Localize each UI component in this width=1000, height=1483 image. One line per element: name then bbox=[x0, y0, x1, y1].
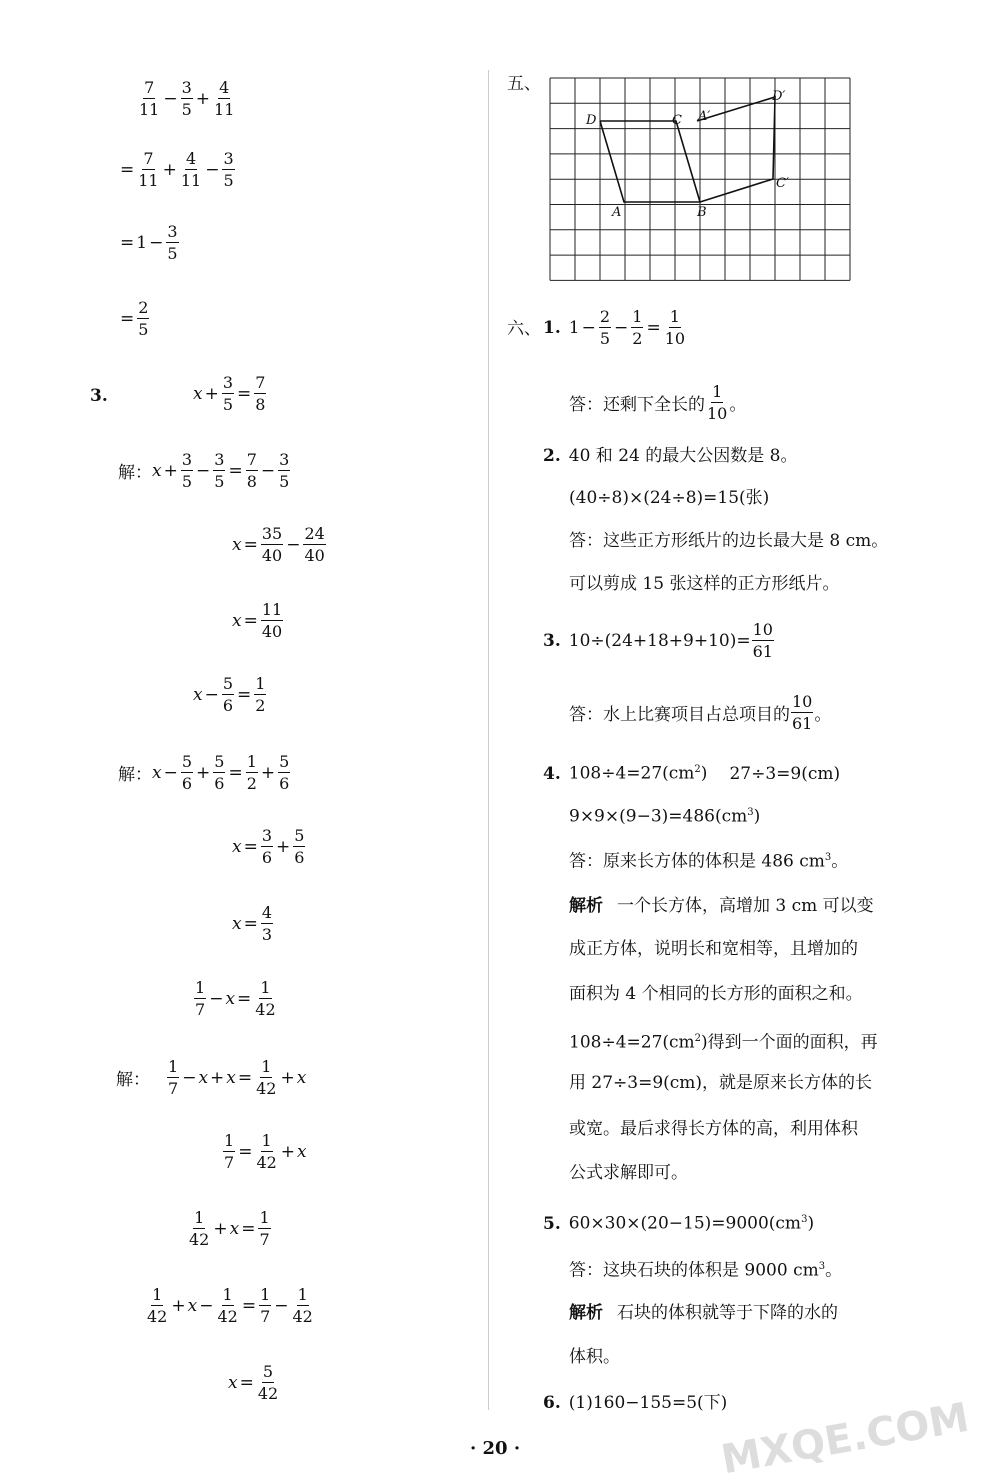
analysis-line: 解析 一个长方体，高增加 3 cm 可以变 bbox=[569, 896, 874, 916]
analysis-line: 成正方体，说明长和宽相等，且增加的 bbox=[569, 939, 858, 959]
point-label-b: B bbox=[697, 205, 707, 220]
solution-line: $\frac{1}{42}$ + x − $\frac{1}{42}$ = $\frac{1}{7}$ − $\frac{1}{42}$ bbox=[147, 1285, 313, 1326]
answer-line: 答：这块石块的体积是 9000 $cm^3$。 bbox=[569, 1260, 843, 1281]
point-label-c-prime: C′ bbox=[776, 176, 789, 191]
page-number: · 20 · bbox=[470, 1438, 521, 1459]
analysis-line: $108\div 4=27(cm^2)$得到一个面的面积，再 bbox=[569, 1032, 878, 1053]
point-label-a: A bbox=[612, 205, 622, 220]
answer-line: $9\times 9\times(9-3)=486(cm^3)$ bbox=[569, 806, 761, 827]
answer-line: 6. (1)160−155=5(下) bbox=[543, 1393, 728, 1413]
fraction: $\frac{4}{11}$ bbox=[214, 78, 235, 119]
answer-line: 答：水上比赛项目占总项目的 $\frac{10}{61}$ 。 bbox=[569, 692, 832, 733]
column-divider bbox=[488, 70, 489, 1410]
analysis-line: 解析 石块的体积就等于下降的水的 bbox=[569, 1303, 838, 1323]
equation: x + $\frac{3}{5}$ = $\frac{7}{8}$ bbox=[193, 373, 266, 414]
equation: x − $\frac{5}{6}$ = $\frac{1}{2}$ bbox=[193, 674, 266, 715]
answer-line: 5. $60\times 30\times(20-15)=9000(cm^3)$ bbox=[543, 1213, 815, 1234]
fraction: $\frac{7}{11}$ bbox=[139, 78, 160, 119]
answer-line: 答：这些正方形纸片的边长最大是 8 cm。 bbox=[569, 531, 889, 551]
solution-line: x = $\frac{35}{40}$ − $\frac{24}{40}$ bbox=[232, 524, 325, 565]
solution-line: 解： x − $\frac{5}{6}$ + $\frac{5}{6}$ = $\frac{1}{2}$ + $\frac{5}{6}$ bbox=[118, 752, 290, 793]
solution-line: x = $\frac{3}{6}$ + $\frac{5}{6}$ bbox=[232, 826, 305, 867]
expr-line: = 1 − $\frac{3}{5}$ bbox=[120, 222, 178, 263]
analysis-line: 体积。 bbox=[569, 1347, 620, 1367]
answer-line: 可以剪成 15 张这样的正方形纸片。 bbox=[569, 574, 840, 594]
point-label-d-prime: D′ bbox=[772, 89, 786, 104]
question-number: 3. bbox=[90, 386, 108, 406]
solution-line: $\frac{1}{7}$ = $\frac{1}{42}$ + x bbox=[224, 1131, 307, 1172]
answer-line: 3. 10÷(24+18+9+10)= $\frac{10}{61}$ bbox=[543, 620, 773, 661]
answer-line: 答：原来长方体的体积是 486 $cm^3$。 bbox=[569, 851, 849, 872]
analysis-line: 用 27÷3=9(cm)，就是原来长方体的长 bbox=[569, 1073, 873, 1093]
solution-line: x = $\frac{11}{40}$ bbox=[232, 600, 283, 641]
point-label-a-prime: A′ bbox=[698, 109, 711, 124]
watermark: MXQE.COM bbox=[717, 1394, 973, 1483]
grid-diagram bbox=[540, 70, 860, 285]
solution-line: 解： x + $\frac{3}{5}$ − $\frac{3}{5}$ = $\frac{7}{8}$ − $\frac{3}{5}$ bbox=[118, 450, 290, 491]
analysis-line: 公式求解即可。 bbox=[569, 1163, 688, 1183]
solution-line: $\frac{1}{42}$ + x = $\frac{1}{7}$ bbox=[189, 1208, 270, 1249]
solution-line: x = $\frac{5}{42}$ bbox=[228, 1362, 279, 1403]
section-label: 五、 bbox=[507, 74, 541, 94]
expr-line: = $\frac{2}{5}$ bbox=[120, 298, 149, 339]
expr-line: = $\frac{7}{11}$ + $\frac{4}{11}$ − $\frac{3}{5}$ bbox=[120, 149, 234, 190]
expr-line: $\frac{7}{11}$ − $\frac{3}{5}$ + $\frac{4}{11}$ bbox=[139, 78, 235, 119]
section-label: 六、 bbox=[507, 319, 541, 339]
answer-line: 1. 1 − $\frac{2}{5}$ − $\frac{1}{2}$ = $\frac{1}{10}$ bbox=[543, 307, 686, 348]
solution-line: x = $\frac{4}{3}$ bbox=[232, 903, 273, 944]
point-label-d: D bbox=[586, 113, 597, 128]
point-label-c: C bbox=[672, 113, 682, 128]
answer-line: (40÷8)×(24÷8)=15(张) bbox=[569, 488, 770, 508]
equation: $\frac{1}{7}$ − x = $\frac{1}{42}$ bbox=[195, 978, 276, 1019]
analysis-line: 面积为 4 个相同的长方形的面积之和。 bbox=[569, 984, 863, 1004]
answer-line: 2. 40 和 24 的最大公因数是 8。 bbox=[543, 446, 798, 466]
analysis-line: 或宽。最后求得长方体的高，利用体积 bbox=[569, 1119, 858, 1139]
answer-line: 答：还剩下全长的 $\frac{1}{10}$ 。 bbox=[569, 382, 747, 423]
solution-line: 解： $\frac{1}{7}$ − x + x = $\frac{1}{42}$ + x bbox=[116, 1057, 307, 1098]
answer-line: 4. $108\div 4=27(cm^2)$ 27÷3=9(cm) bbox=[543, 763, 841, 784]
fraction: $\frac{3}{5}$ bbox=[181, 78, 192, 119]
